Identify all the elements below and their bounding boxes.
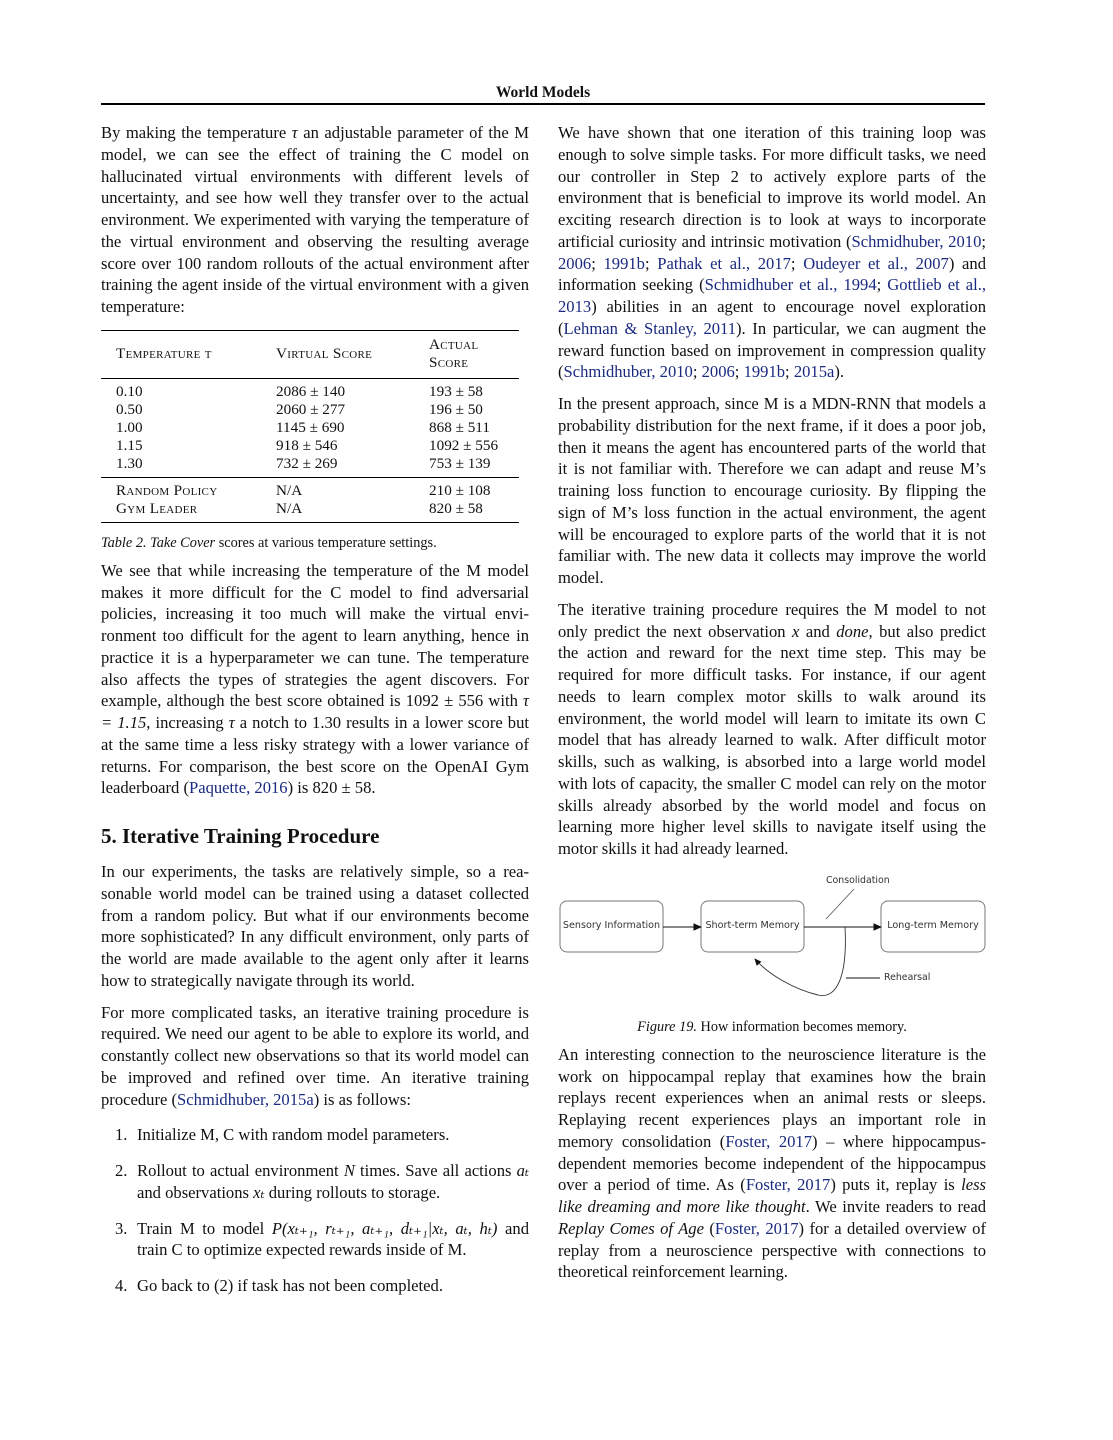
table-row: 1.30 732 ± 269 753 ± 139 [101,455,519,478]
table-row: 1.15 918 ± 546 1092 ± 556 [116,436,499,454]
memory-diagram-svg [558,874,986,1024]
memory-diagram [558,874,986,1024]
node-label-long-term: Long-term Memory [887,919,979,931]
node-label-short-term: Short-term Memory [705,919,800,931]
citation-link[interactable]: 2006 [701,362,735,382]
table-row-baseline: Gym Leader N/A 820 ± 58 [101,500,519,523]
list-item: 3. Train M to model P(xₜ₊₁, rₜ₊₁, aₜ₊₁, dₜ₊₁|xₜ, aₜ, hₜ) and train C to optimize expected rewards inside of M. [115,1218,529,1260]
figure-caption: Figure 19. How information becomes memory. [637,1018,907,1035]
list-item: 2. Rollout to actual environment N times. Save all actions aₜ and observations xₜ during rollouts to storage. [115,1161,530,1202]
citation-link[interactable]: 1991b [743,362,786,382]
scores-table [101,330,519,523]
citation-link-foster[interactable]: Foster, 2017 [725,1131,813,1151]
curiosity-paragraph: In the present approach, since M is a MDN-RNN that models a probability distribution for the next frame, if it does a poor job, then it means the agent has encountered parts of the world that it is not familiar with. Therefore we can adapt and reuse M’s training loss function to encourage curiosity. By flipping the sign of M’s loss function in the actual environment, the agent will be encouraged to explore parts of the world that it is not familiar with. The new data it collects may improve the world model. [558,394,986,587]
list-item: 1. Initialize M, C with random model parameters. [115,1125,450,1145]
citation-link-schmidhuber-2015a[interactable]: Schmidhuber, 2015a [177,1089,314,1109]
exploration-paragraph: We have shown that one iteration of this training loop was enough to solve simple tasks. For more difficult tasks, we need our controller in Step 2 to actively explore parts of the environment that is beneficial to improve its world model. An exciting research direction is to look at ways to incorporate artificial curiosity and intrinsic motivation (Schmidhuber, 2010; 2006; 1991b; Pathak et al., 2017; Oudeyer et al., 2007) and information seeking (Schmidhuber et al., 1994; Gottlieb et al., 2013) abilities in an agent to encourage novel exploration (Lehman & Stanley, 2011). In particular, we can augment the reward function based on improvement in compression quality (Schmidhuber, 2010; 2006; 1991b; 2015a). [558,123,986,382]
procedure-steps-list [101,1124,529,1297]
citation-link[interactable]: Pathak et al., 2017 [657,253,791,273]
neuroscience-paragraph: An interesting connection to the neuroscience literature is the work on hippocampal replay that examines how the brain replays recent experiences when an animal rests or sleeps. Replaying recent experiences plays an important role in memory consolidation (Foster, 2017) – where hippocampus-dependent memories become independent of the hippocampus over a period of time. As (Foster, 2017) puts it, replay is less like dreaming and more like thought. We invite readers to read Replay Comes of Age (Foster, 2017) for a detailed overview of replay from a neuroscience perspective with connections to theoretical reinforcement learning. [558,1044,986,1282]
citation-link-foster[interactable]: Foster, 2017 [745,1175,831,1195]
citation-link[interactable]: 2006 [558,253,592,273]
table-row-baseline: Random Policy N/A 210 ± 108 [116,481,491,499]
discussion-paragraph: We see that while increasing the temperature of the M model makes it more difficult for the C model to find adversarial policies, increasing it too much will make the virtual environment too difficult for the agent to learn anything, hence in practice it is a hyperparameter we can tune. The temperature also affects the types of strategies the agent discovers. For example, although the best score obtained is 1092 ± 556 with τ = 1.15, increasing τ a notch to 1.30 results in a lower score but at the same time a less risky strategy with a lower variance of returns. For comparison, the best score on the OpenAI Gym leaderboard (Paquette, 2016) is 820 ± 58. [101,560,529,798]
citation-link-foster[interactable]: Foster, 2017 [714,1218,799,1238]
section-paragraph-2: For more complicated tasks, an iterative training procedure is required. We need our agent to be able to explore its world, and constantly collect new observations so that its world model can be improved and refined over time. An iterative training procedure (Schmidhuber, 2015a) is as follows: [101,1002,529,1109]
citation-link[interactable]: Oudeyer et al., 2007 [803,253,949,273]
iterative-paragraph: The iterative training procedure requires the M model to not only predict the next observation x and done, but also predict the action and reward for the next time step. This may be required for more difficult tasks. For instance, if our agent needs to learn complex motor skills to walk around its environment, the world model will learn to imitate its own C model that has already learned to walk. After difficult motor skills, such as walking, is absorbed into a large world model with lots of capacity, the smaller C model can rely on the motor skills already absorbed by the world model and focus on learning more higher level skills to navigate itself using the motor skills it had already learned. [558,599,986,858]
citation-link[interactable]: Gottlieb et al., 2013 [558,275,986,316]
tau-symbol: τ [291,123,298,142]
col-header-actual-score: Actual Score [414,330,519,378]
citation-link[interactable]: Schmidhuber, 2010 [851,231,982,251]
section-paragraph-1: In our experiments, the tasks are relatively simple, so a reasonable world model can be trained using a dataset collected from a random policy. But what if our environments become more sophisticated? In any difficult environment, only parts of the world are made available to the agent only after it learns how to strategically navigate through its world. [101,862,529,990]
left-column [101,122,529,1311]
table-header-row [101,330,519,378]
section-heading: 5. Iterative Training Procedure [101,824,380,848]
node-label-sensory: Sensory Information [562,919,661,931]
citation-link-paquette[interactable]: Paquette, 2016 [188,778,288,798]
citation-link[interactable]: 1991b [603,253,645,273]
citation-link[interactable]: Lehman & Stanley, 2011 [563,318,737,338]
col-header-virtual-score: Virtual Score [261,330,414,378]
header-rule [101,103,985,105]
intro-paragraph: By making the temperature τ an adjustable parameter of the M model, we can see the effect of training the C model on hallucinated virtual environments with different levels of uncertainty, and see how well they transfer over to the actual environment. We experimented with varying the temperature of the virtual environment and observing the resulting average score over 100 random rollouts of the actual environment after training the agent inside of the virtual environment with a given temperature: [101,123,529,316]
table-row: 1.00 1145 ± 690 868 ± 511 [116,418,490,436]
citation-link[interactable]: Schmidhuber, 2010 [563,362,693,382]
scores-table-container [101,330,519,552]
table-row: 0.50 2060 ± 277 196 ± 50 [116,400,483,418]
citation-link[interactable]: 2015a [793,362,835,382]
consolidation-pointer [826,889,854,919]
table-row: 0.10 2086 ± 140 193 ± 58 [116,382,483,400]
label-rehearsal: Rehearsal [884,971,931,983]
running-title: World Models [495,84,591,101]
col-header-temperature: Temperature τ [101,330,261,378]
label-consolidation: Consolidation [826,874,890,886]
right-column [558,122,986,1293]
table-caption: Table 2. Take Cover scores at various temperature settings. [101,534,437,551]
citation-link[interactable]: Schmidhuber et al., 1994 [704,275,877,295]
list-item: 4. Go back to (2) if task has not been completed. [115,1276,443,1295]
